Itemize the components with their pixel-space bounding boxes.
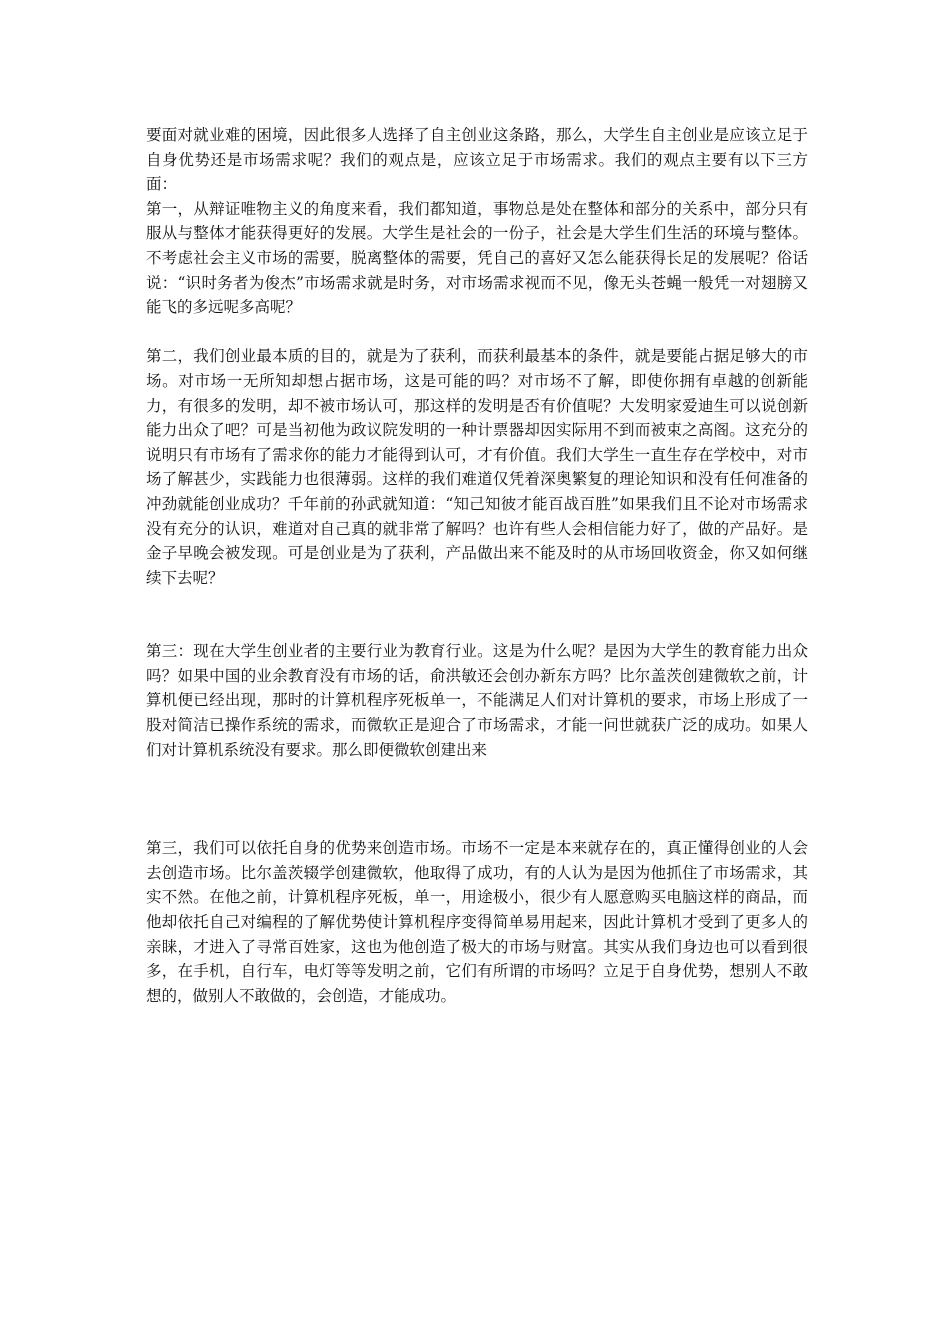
paragraph-intro: 要面对就业难的困境，因此很多人选择了自主创业这条路，那么，大学生自主创业是应该立足于自身优势还是市场需求呢？我们的观点是，应该立足于市场需求。我们的观点主要有以下三方面： (146, 126, 808, 194)
document-body (146, 123, 808, 1008)
paragraph-spacer (146, 320, 808, 345)
paragraph-spacer (146, 762, 808, 836)
paragraph-third-point-b: 第三，我们可以依托自身的优势来创造市场。市场不一定是本来就存在的，真正懂得创业的人会去创造市场。比尔盖茨辍学创建微软，他取得了成功，有的人认为是因为他抓住了市场需求，其实不然。在他之前，计算机程序死板，单一，用途极小，很少有人愿意购买电脑这样的商品，而他却依托自己对编程的了解优势使计算机程序变得简单易用起来，因此计算机才受到了更多人的亲睐，才进入了寻常百姓家，这也为他创造了极大的市场与财富。其实从我们身边也可以看到很多，在手机，自行车，电灯等等发明之前，它们有所谓的市场吗？立足于自身优势，想别人不敢想的，做别人不敢做的，会创造，才能成功。 (146, 839, 808, 1005)
paragraph-second-point: 第二，我们创业最本质的目的，就是为了获利，而获利最基本的条件，就是要能占据足够大的市场。对市场一无所知却想占据市场，这是可能的吗？对市场不了解，即使你拥有卓越的创新能力，有很多的发明，却不被市场认可，那这样的发明是否有价值呢？大发明家爱迪生可以说创新能力出众了吧？可是当初他为政议院发明的一种计票器却因实际用不到而被束之高阁。这充分的说明只有市场有了需求你的能力才能得到认可，才有价值。我们大学生一直生存在学校中，对市场了解甚少，实践能力也很薄弱。这样的我们难道仅凭着深奥繁复的理论知识和没有任何准备的冲劲就能创业成功？千年前的孙武就知道：“知己知彼才能百战百胜”如果我们且不论对市场需求没有充分的认识，难道对自己真的就非常了解吗？也许有些人会相信能力好了，做的产品好。是金子早晚会被发现。可是创业是为了获利，产品做出来不能及时的从市场回收资金，你又如何继续下去呢？ (146, 347, 808, 587)
paragraph-third-point-a: 第三：现在大学生创业者的主要行业为教育行业。这是为什么呢？是因为大学生的教育能力出众吗？如果中国的业余教育没有市场的话，俞洪敏还会创办新东方吗？比尔盖茨创建微软之前，计算机便已经出现，那时的计算机程序死板单一，不能满足人们对计算机的要求，市场上形成了一股对简洁已操作系统的需求，而微软正是迎合了市场需求，才能一问世就获广泛的成功。如果人们对计算机系统没有要求。那么即便微软创建出来 (146, 642, 808, 759)
paragraph-first-point: 第一，从辩证唯物主义的角度来看，我们都知道，事物总是处在整体和部分的关系中，部分只有服从与整体才能获得更好的发展。大学生是社会的一份子，社会是大学生们生活的环境与整体。不考虑社会主义市场的需要，脱离整体的需要，凭自己的喜好又怎么能获得长足的发展呢？俗话说：“识时务者为俊杰”市场需求就是时务，对市场需求视而不见，像无头苍蝇一般凭一对翅膀又能飞的多远呢多高呢？ (146, 199, 808, 317)
paragraph-spacer (146, 590, 808, 639)
